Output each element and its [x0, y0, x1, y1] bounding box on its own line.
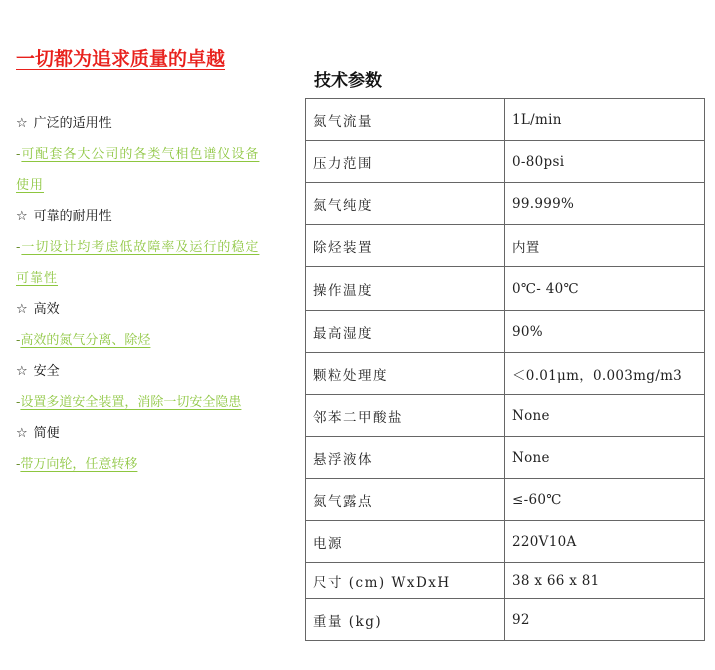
feature-desc-link[interactable]: -带万向轮，任意转移 — [16, 457, 138, 472]
table-row — [306, 99, 705, 141]
spec-key: 邻苯二甲酸盐 — [306, 395, 505, 437]
table-row — [306, 437, 705, 479]
spec-key: 氮气纯度 — [306, 183, 505, 225]
spec-key: 除烃装置 — [306, 225, 505, 267]
feature-desc-link[interactable]: -设置多道安全装置，消除一切安全隐患 — [16, 395, 242, 410]
spec-key: 颗粒处理度 — [306, 353, 505, 395]
spec-value: 38 x 66 x 81 — [505, 563, 705, 599]
table-row — [306, 353, 705, 395]
spec-key: 尺寸 (cm) WxDxH — [306, 563, 505, 599]
spec-key: 氮气流量 — [306, 99, 505, 141]
table-row — [306, 311, 705, 353]
spec-value: 92 — [505, 599, 705, 641]
spec-value: None — [505, 437, 705, 479]
feature-desc-link[interactable]: -一切设计均考虑低故障率及运行的稳定可靠性 — [16, 240, 260, 286]
feature-list — [16, 108, 266, 480]
spec-value: 0-80psi — [505, 141, 705, 183]
star-icon: ☆ — [16, 364, 28, 379]
feature-title: ☆ 广泛的适用性 — [16, 116, 112, 131]
feature-title: ☆ 可靠的耐用性 — [16, 209, 112, 224]
spec-key: 悬浮液体 — [306, 437, 505, 479]
star-icon: ☆ — [16, 116, 28, 131]
table-row — [306, 479, 705, 521]
spec-table — [305, 98, 705, 641]
page-headline: 一切都为追求质量的卓越 — [16, 48, 226, 70]
spec-value: 内置 — [505, 225, 705, 267]
spec-key: 操作温度 — [306, 267, 505, 311]
feature-title: ☆ 安全 — [16, 364, 60, 379]
spec-value: 0℃- 40℃ — [505, 267, 705, 311]
spec-value: 220V10A — [505, 521, 705, 563]
table-row — [306, 395, 705, 437]
table-row — [306, 183, 705, 225]
star-icon: ☆ — [16, 209, 28, 224]
star-icon: ☆ — [16, 302, 28, 317]
spec-section-title: 技术参数 — [314, 71, 382, 91]
table-row — [306, 563, 705, 599]
spec-value: None — [505, 395, 705, 437]
spec-value: ＜0.01μm，0.003mg/m3 — [505, 353, 705, 395]
spec-value: 99.999% — [505, 183, 705, 225]
feature-desc-link[interactable]: -高效的氮气分离、除烃 — [16, 333, 151, 348]
spec-key: 压力范围 — [306, 141, 505, 183]
spec-key: 最高湿度 — [306, 311, 505, 353]
feature-desc-link[interactable]: -可配套各大公司的各类气相色谱仪设备使用 — [16, 147, 260, 193]
table-row — [306, 267, 705, 311]
spec-value: ≤-60℃ — [505, 479, 705, 521]
spec-key: 氮气露点 — [306, 479, 505, 521]
spec-value: 1L/min — [505, 99, 705, 141]
feature-title: ☆ 简便 — [16, 426, 60, 441]
table-row — [306, 599, 705, 641]
table-row — [306, 225, 705, 267]
table-row — [306, 141, 705, 183]
spec-key: 电源 — [306, 521, 505, 563]
feature-title: ☆ 高效 — [16, 302, 60, 317]
spec-key: 重量 (kg) — [306, 599, 505, 641]
table-row — [306, 521, 705, 563]
spec-value: 90% — [505, 311, 705, 353]
star-icon: ☆ — [16, 426, 28, 441]
